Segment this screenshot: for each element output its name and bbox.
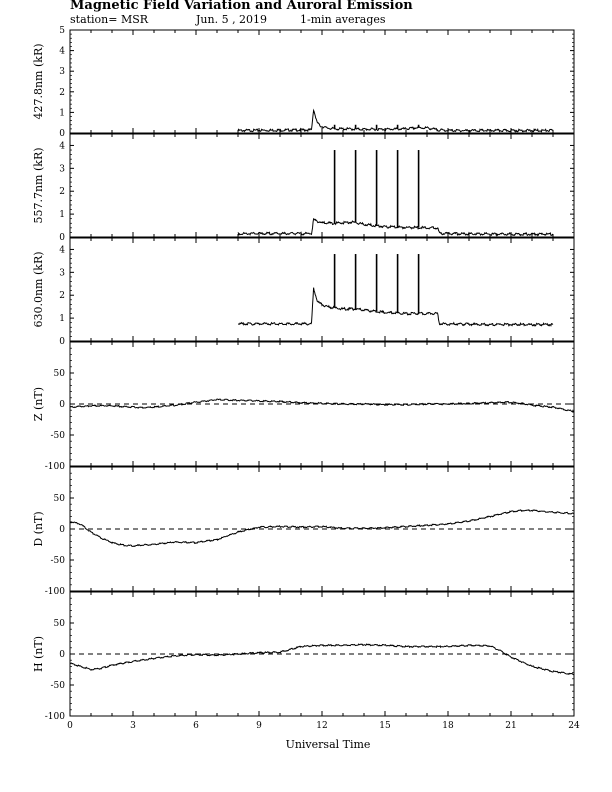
- y-tick-label: 3: [59, 67, 65, 78]
- x-tick-label: 9: [256, 721, 262, 731]
- x-tick-label: 6: [193, 721, 199, 731]
- y-tick-label: 50: [53, 369, 65, 379]
- y-axis-label: 427.8nm (kR): [32, 43, 45, 120]
- y-tick-label: 1: [59, 210, 65, 221]
- y-tick-label: 0: [59, 525, 65, 535]
- panel-frame: [70, 238, 574, 341]
- y-tick-label: -100: [44, 712, 65, 722]
- y-axis-label: Z (nT): [32, 386, 45, 422]
- x-tick-label: 3: [130, 721, 136, 731]
- y-tick-label: 4: [59, 141, 65, 152]
- y-tick-label: 2: [59, 291, 65, 302]
- x-tick-label: 12: [316, 721, 328, 731]
- y-axis-label: 630.0nm (kR): [32, 251, 45, 328]
- y-tick-label: 2: [59, 87, 65, 98]
- date-label: Jun. 5 , 2019: [196, 13, 268, 26]
- y-tick-label: 1: [59, 314, 65, 325]
- x-tick-label: 18: [442, 721, 454, 731]
- x-tick-label: 24: [568, 721, 580, 731]
- y-tick-label: 0: [59, 650, 65, 660]
- y-tick-label: 4: [59, 46, 65, 57]
- y-axis-label: H (nT): [32, 635, 45, 673]
- y-tick-label: -100: [44, 462, 65, 472]
- x-tick-label: 21: [505, 721, 517, 731]
- panel-frame: [70, 30, 574, 133]
- y-tick-label: -50: [50, 556, 65, 566]
- x-axis-label: Universal Time: [285, 738, 371, 751]
- y-tick-label: 3: [59, 164, 65, 175]
- x-tick-label: 15: [379, 721, 391, 731]
- x-tick-label: 0: [67, 721, 73, 731]
- y-tick-label: 50: [53, 494, 65, 504]
- y-tick-label: 3: [59, 268, 65, 279]
- y-tick-label: -100: [44, 587, 65, 597]
- series-line: [70, 644, 574, 675]
- y-tick-label: 2: [59, 187, 65, 198]
- y-tick-label: -50: [50, 431, 65, 441]
- y-tick-label: 0: [59, 337, 65, 347]
- y-tick-label: 0: [59, 129, 65, 139]
- y-tick-label: -50: [50, 681, 65, 691]
- panel-frame: [70, 134, 574, 237]
- y-tick-label: 1: [59, 108, 65, 119]
- y-axis-label: D (nT): [32, 511, 45, 547]
- panels-group: [32, 26, 580, 731]
- series-line: [70, 510, 574, 547]
- series-line: [238, 110, 553, 131]
- y-tick-label: 0: [59, 400, 65, 410]
- y-axis-label: 557.7nm (kR): [32, 147, 45, 224]
- y-tick-label: 5: [59, 26, 65, 36]
- y-tick-label: 0: [59, 233, 65, 243]
- series-line: [238, 219, 553, 236]
- chart-title: Magnetic Field Variation and Auroral Emission: [70, 0, 413, 13]
- y-tick-label: 4: [59, 245, 65, 256]
- y-tick-label: 50: [53, 619, 65, 629]
- averages-label: 1-min averages: [300, 13, 386, 26]
- series-line: [70, 399, 574, 412]
- series-line: [238, 288, 553, 326]
- station-label: station= MSR: [70, 13, 149, 26]
